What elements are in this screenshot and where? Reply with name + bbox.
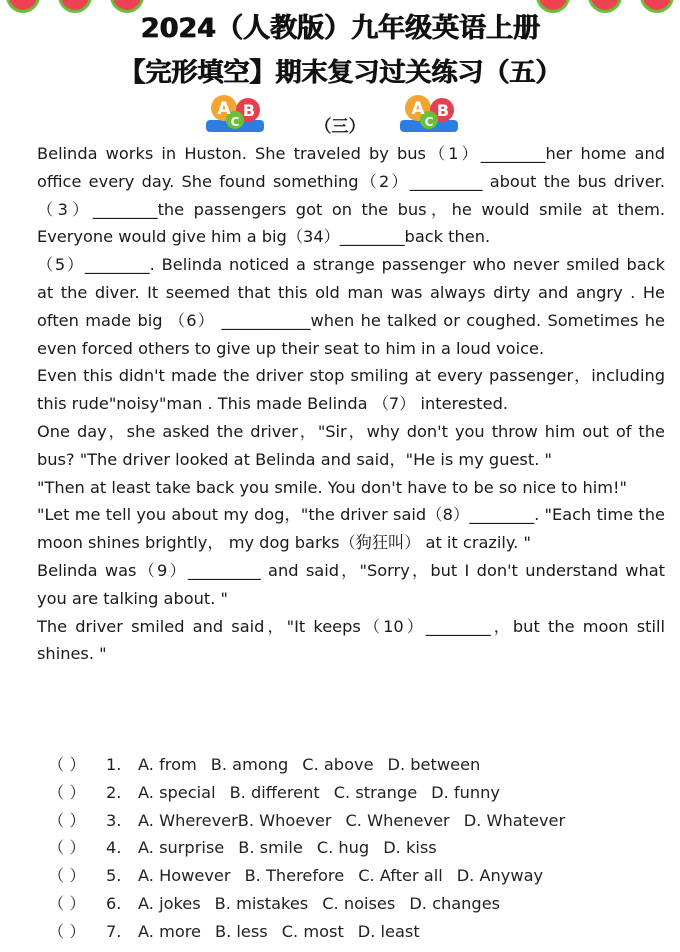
abc-blocks-icon [204, 90, 268, 136]
option-a: A. jokes [138, 893, 201, 913]
passage-paragraph: "Then at least take back you smile. You don't have to be so nice to him!" [37, 477, 627, 497]
option-b: B. among [210, 755, 289, 774]
option-a: A. from [138, 755, 197, 774]
question-row [48, 834, 668, 862]
option-a: A. surprise [138, 838, 225, 858]
answer-blank[interactable]: （ ） [48, 782, 86, 802]
answer-blank[interactable]: （ ） [48, 755, 86, 774]
option-b: B. different [229, 782, 320, 802]
question-number: 5. [106, 866, 122, 886]
abc-letter-a: A [411, 99, 425, 119]
option-d: D. kiss [383, 838, 437, 858]
passage-paragraph: One day，she asked the driver，"Sir，why don't you throw him out of the bus? "The driver looked at Belinda and said，"He is my guest. " [37, 421, 665, 469]
abc-letter-b: B [436, 101, 450, 120]
option-d: D. funny [431, 782, 500, 802]
question-row [48, 918, 668, 946]
option-c: C. noises [322, 893, 396, 913]
passage-paragraph: Belinda works in Huston. She traveled by bus（1）________her home and office every day. She found something（2）_________ about the bus driver. （3）________the passengers got on the bus，he would smile at them. Everyone would give him a big（34）________back then. [37, 144, 665, 247]
answer-blank[interactable]: （ ） [48, 866, 86, 886]
question-number: 1. [106, 755, 122, 774]
page-title: 2024（人教版）九年级英语上册 [140, 13, 540, 44]
option-c: C. Whenever [345, 810, 450, 830]
passage-paragraph: Belinda was（9）_________ and said，"Sorry，but I don't understand what you are talking about. " [37, 560, 665, 608]
option-b: B. mistakes [214, 893, 309, 913]
option-a: A. However [138, 866, 231, 886]
question-row [48, 751, 668, 779]
option-d: D. Anyway [456, 866, 544, 886]
section-mark: （三） [314, 117, 366, 137]
question-row [48, 890, 668, 918]
option-b: B. Therefore [244, 866, 345, 886]
option-b: B. smile [238, 838, 303, 858]
passage-paragraph: "Let me tell you about my dog，"the driver said（8）________. "Each time the moon shines brightly， my dog barks（狗狂叫） at it crazily. " [37, 505, 665, 553]
abc-letter-c: C [424, 115, 434, 129]
question-number: 3. [106, 810, 122, 830]
option-c: C. hug [316, 838, 370, 858]
passage-paragraph: Even this didn't made the driver stop smiling at every passenger，including this rude"noisy"man . This made Belinda （7） interested. [37, 366, 665, 414]
answer-blank[interactable]: （ ） [48, 810, 86, 830]
passage-paragraph: The driver smiled and said，"It keeps（10）________，but the moon still shines. " [37, 616, 665, 664]
option-c: C. strange [333, 782, 418, 802]
question-row [48, 807, 668, 835]
question-number: 6. [106, 893, 122, 913]
option-d: D. Whatever [463, 810, 566, 830]
question-row [48, 862, 668, 890]
option-a: A. special [138, 782, 216, 802]
cloze-passage [37, 140, 665, 668]
question-number: 7. [106, 921, 122, 941]
option-c: C. above [302, 755, 374, 774]
option-b: B. less [215, 921, 268, 941]
question-row [48, 779, 668, 807]
option-d: D. least [357, 921, 420, 941]
question-number: 2. [106, 782, 122, 802]
question-list [48, 751, 668, 946]
abc-letter-c: C [230, 115, 240, 129]
option-a-b: A. WhereverB. Whoever [138, 810, 332, 830]
passage-paragraph: （5）________. Belinda noticed a strange passenger who never smiled back at the diver. It seemed that this old man was always dirty and angry . He often made big （6） ___________when he talked or coughed. Sometimes he even forced others to give up their seat to him in a loud voice. [37, 255, 665, 358]
answer-blank[interactable]: （ ） [48, 893, 86, 913]
question-number: 4. [106, 838, 122, 858]
page-subtitle: 【完形填空】期末复习过关练习（五） [118, 58, 561, 88]
abc-letter-a: A [217, 99, 231, 119]
option-d: D. changes [409, 893, 501, 913]
abc-blocks-icon [398, 90, 462, 136]
option-a: A. more [138, 921, 202, 941]
answer-blank[interactable]: （ ） [48, 921, 86, 941]
option-c: C. After all [358, 866, 443, 886]
answer-blank[interactable]: （ ） [48, 838, 86, 858]
option-d: D. between [387, 755, 481, 774]
option-c: C. most [281, 921, 344, 941]
abc-letter-b: B [242, 101, 256, 120]
